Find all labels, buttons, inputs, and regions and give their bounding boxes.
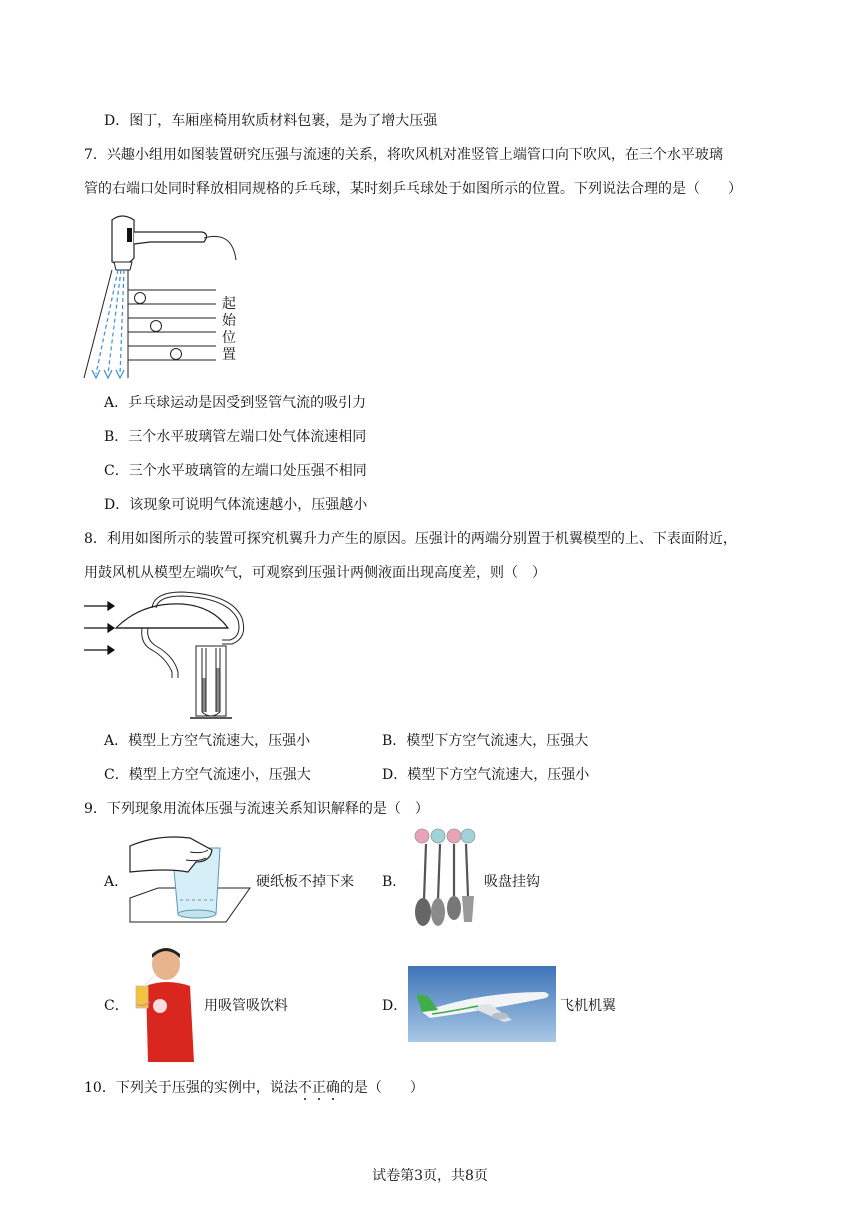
q9-option-a-letter: A．: [104, 874, 129, 890]
boy-drinking-illustration: [132, 946, 198, 1062]
q8-option-d: D．模型下方空气流速大，压强小: [382, 767, 590, 783]
emphasis-dots: [298, 1098, 340, 1104]
q8-wing-manometer-figure: [82, 588, 252, 724]
q7-stem-line1: 7．兴趣小组用如图装置研究压强与流速的关系，将吹风机对准竖管上端管口向下吹风，在三个水平玻璃: [84, 147, 723, 163]
q9-option-c-figure: [132, 946, 198, 1062]
q7-option-b: B．三个水平玻璃管左端口处气体流速相同: [104, 429, 367, 445]
q9-option-c-letter: C．: [104, 998, 129, 1014]
q7-option-d: D．该现象可说明气体流速越小，压强越小: [104, 497, 368, 513]
q9-option-c-caption: 用吸管吸饮料: [204, 998, 288, 1014]
q7-option-c: C．三个水平玻璃管的左端口处压强不相同: [104, 463, 367, 479]
airplane-illustration: [408, 966, 556, 1042]
q7-stem-line2: 管的右端口处同时释放相同规格的乒乓球，某时刻乒乓球处于如图所示的位置。下列说法合理的是（ ）: [84, 181, 742, 197]
q10-stem-emphasis: 不正确: [298, 1080, 340, 1096]
q7-option-a: A．乒乓球运动是因受到竖管气流的吸引力: [104, 395, 367, 411]
q9-option-b-figure: [408, 826, 480, 932]
q9-option-d-letter: D．: [382, 998, 408, 1014]
q10-stem-before: 10．下列关于压强的实例中，说法: [84, 1080, 298, 1096]
page-footer: 试卷第3页，共8页: [372, 1168, 488, 1184]
q6-option-d: D．图丁，车厢座椅用软质材料包裹，是为了增大压强: [104, 113, 438, 129]
q9-option-d-caption: 飞机机翼: [560, 998, 616, 1014]
q10-stem: [84, 1078, 424, 1098]
q8-stem-line2: 用鼓风机从模型左端吹气，可观察到压强计两侧液面出现高度差，则（ ）: [84, 565, 546, 581]
q8-stem-line1: 8．利用如图所示的装置可探究机翼升力产生的原因。压强计的两端分别置于机翼模型的上、下表面附近，: [84, 531, 737, 547]
q9-option-b-letter: B．: [382, 874, 407, 890]
q8-option-c: C．模型上方空气流速小，压强大: [104, 767, 311, 783]
q9-stem: 9．下列现象用流体压强与流速关系知识解释的是（ ）: [84, 801, 429, 817]
q7-figure-label: 起始位置: [222, 296, 236, 363]
q9-option-a-caption: 硬纸板不掉下来: [256, 874, 354, 890]
q9-option-d-figure: [408, 966, 556, 1042]
cup-cardboard-illustration: [128, 828, 252, 924]
q10-stem-after: 的是（ ）: [339, 1080, 424, 1096]
q9-option-b-caption: 吸盘挂钩: [484, 874, 540, 890]
q9-option-a-figure: [128, 828, 252, 924]
q8-option-a: A．模型上方空气流速大，压强小: [104, 733, 311, 749]
q8-option-b: B．模型下方空气流速大，压强大: [382, 733, 589, 749]
wing-manometer-diagram: [82, 588, 252, 724]
suction-hooks-illustration: [408, 826, 480, 932]
